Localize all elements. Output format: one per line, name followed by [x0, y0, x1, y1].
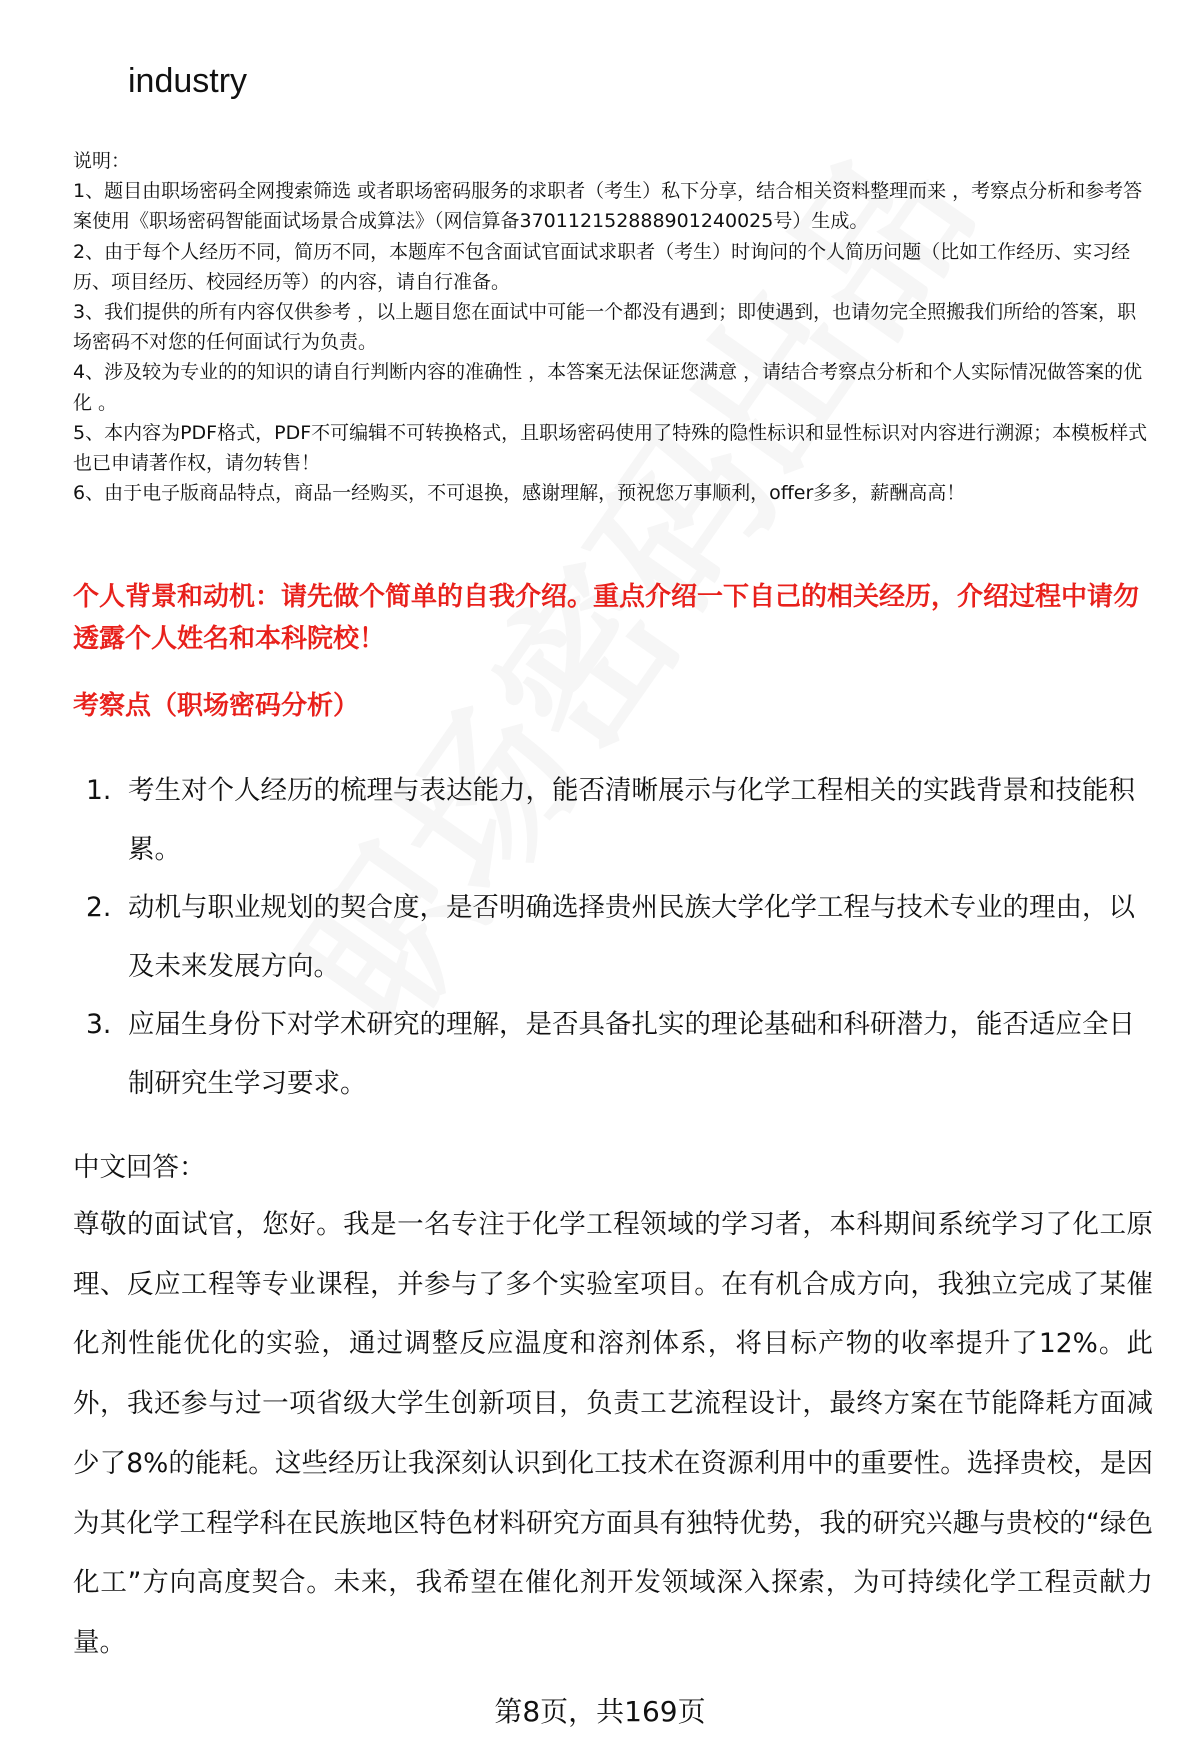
point-number: 2.	[86, 892, 112, 923]
disclaimer-notes	[73, 146, 1153, 508]
point-number: 1.	[86, 775, 112, 806]
point-text: 动机与职业规划的契合度，是否明确选择贵州民族大学化学工程与技术专业的理由，以及未来发展方向。	[128, 892, 1135, 982]
point-text: 考生对个人经历的梳理与表达能力，能否清晰展示与化学工程相关的实践背景和技能积累。	[128, 775, 1135, 865]
note-item: 1、题目由职场密码全网搜索筛选 或者职场密码服务的求职者（考生）私下分享，结合相关资料整理而来 ，考察点分析和参考答案使用《职场密码智能面试场景合成算法》（网信算备370112152888901240025号）生成。	[73, 180, 1143, 233]
assessment-point	[80, 879, 1138, 996]
answer-label: 中文回答：	[73, 1152, 206, 1183]
assessment-points-list	[80, 762, 1160, 1113]
note-item: 3、我们提供的所有内容仅供参考 ，以上题目您在面试中可能一个都没有遇到；即使遇到，也请勿完全照搬我们所给的答案，职场密码不对您的任何面试行为负责。	[73, 301, 1137, 354]
note-item: 4、涉及较为专业的的知识的请自行判断内容的准确性 ，本答案无法保证您满意 ，请结合考察点分析和个人实际情况做答案的优化 。	[73, 361, 1143, 414]
note-item: 6、由于电子版商品特点，商品一经购买，不可退换，感谢理解，预祝您万事顺利，offer多多，薪酬高高！	[73, 482, 966, 505]
answer-text: 尊敬的面试官，您好。我是一名专注于化学工程领域的学习者，本科期间系统学习了化工原理、反应工程等专业课程，并参与了多个实验室项目。在有机合成方向，我独立完成了某催化剂性能优化的实验，通过调整反应温度和溶剂体系，将目标产物的收率提升了12%。此外，我还参与过一项省级大学生创新项目，负责工艺流程设计，最终方案在节能降耗方面减少了8%的能耗。这些经历让我深刻认识到化工技术在资源利用中的重要性。选择贵校，是因为其化学工程学科在民族地区特色材料研究方面具有独特优势，我的研究兴趣与贵校的“绿色化工”方向高度契合。未来，我希望在催化剂开发领域深入探索，为可持续化学工程贡献力量。	[73, 1209, 1153, 1658]
page-number: 第8页，共169页	[494, 1695, 706, 1728]
assessment-points-title: 考察点（职场密码分析）	[73, 691, 360, 721]
note-item: 2、由于每个人经历不同，简历不同，本题库不包含面试官面试求职者（考生）时询问的个人简历问题（比如工作经历、实习经历、项目经历、校园经历等）的内容，请自行准备。	[73, 240, 1131, 293]
point-text: 应届生身份下对学术研究的理解，是否具备扎实的理论基础和科研潜力，能否适应全日制研究生学习要求。	[128, 1009, 1135, 1099]
assessment-point	[80, 762, 1138, 879]
note-item: 5、本内容为PDF格式，PDF不可编辑不可转换格式，且职场密码使用了特殊的隐性标识和显性标识对内容进行溯源；本模板样式也已申请著作权，请勿转售！	[73, 421, 1148, 475]
notes-heading: 说明：	[73, 150, 131, 172]
page-heading: industry	[128, 62, 248, 100]
point-number: 3.	[86, 1009, 112, 1040]
interview-question: 个人背景和动机：请先做个简单的自我介绍。重点介绍一下自己的相关经历，介绍过程中请勿透露个人姓名和本科院校！	[73, 582, 1140, 654]
assessment-point	[80, 996, 1138, 1113]
